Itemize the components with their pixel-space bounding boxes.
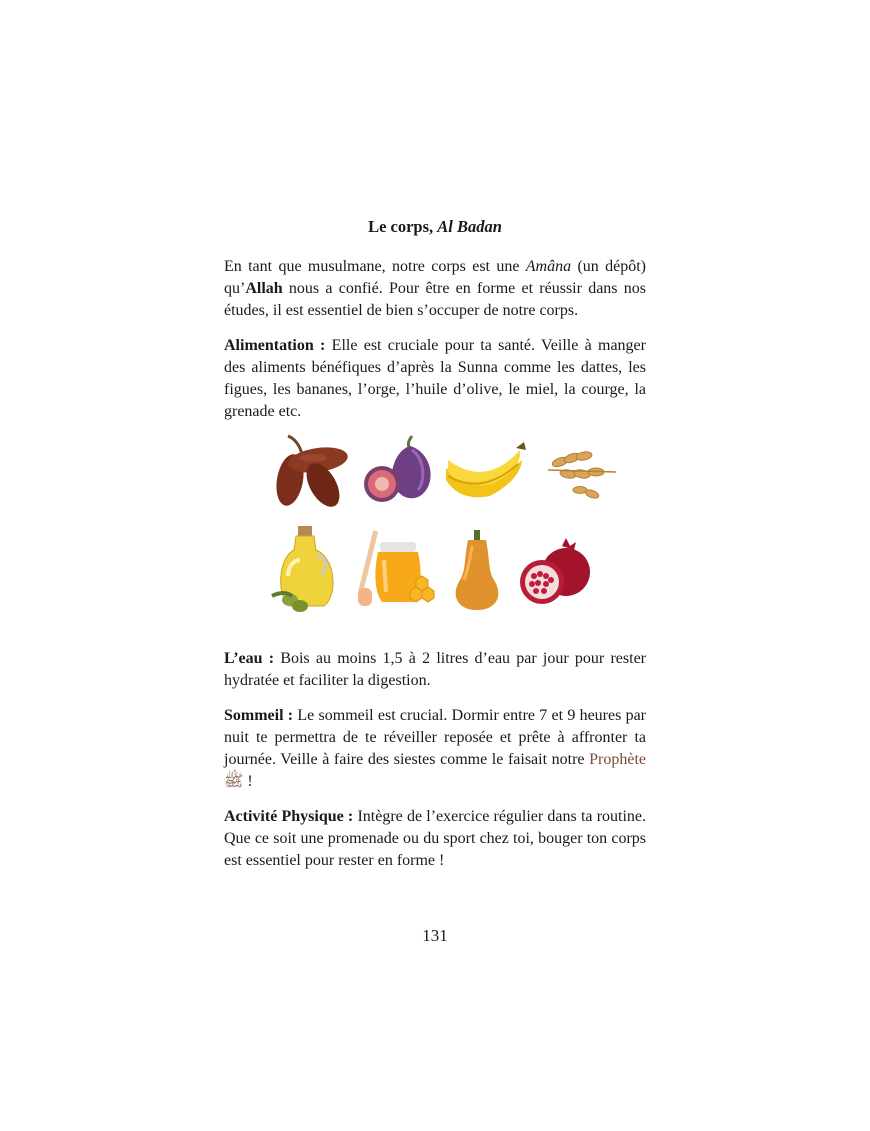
pomegranate-icon: [516, 538, 594, 610]
page-body-lower: [224, 648, 646, 885]
activite-paragraph: [224, 806, 646, 872]
activite-text: Intègre de l’exercice régulier dans ta routine. Que ce soit une promenade ou du sport chez toi, bouger ton corps est essentiel pour rester en forme !: [224, 808, 647, 869]
alimentation-label: Alimentation :: [224, 337, 326, 354]
amana-term: Amâna: [525, 258, 572, 275]
honey-icon: [356, 530, 438, 610]
intro-text-3: nous a confié. Pour être en forme et réussir dans nos études, il est essentiel de bien s’occuper de notre corps.: [224, 280, 646, 319]
intro-text-1: En tant que musulmane, notre corps est une: [224, 258, 526, 275]
fig-icon: [362, 434, 438, 510]
olive-oil-icon: [270, 526, 342, 614]
prophet-link[interactable]: Prophète ﷺ: [224, 751, 646, 790]
intro-text-2: (un dépôt) qu’: [224, 258, 646, 297]
allah-term: Allah: [245, 280, 283, 297]
eau-label: L’eau :: [224, 650, 275, 667]
sommeil-text: Le sommeil est crucial. Dormir entre 7 et 9 heures par nuit te permettra de te réveiller reposée et prête à affronter ta journée. Veille à faire des siestes comme le faisait notre: [224, 707, 647, 768]
dates-icon: [268, 430, 354, 510]
intro-paragraph: [224, 256, 646, 322]
eau-text: Bois au moins 1,5 à 2 litres d’eau par jour pour rester hydratée et faciliter la digestion.: [224, 650, 647, 689]
title-italic: Al Badan: [437, 217, 502, 236]
activite-label: Activité Physique :: [224, 808, 354, 825]
sommeil-label: Sommeil :: [224, 707, 294, 724]
eau-paragraph: [224, 648, 646, 692]
squash-icon: [452, 530, 502, 612]
sommeil-end: !: [243, 773, 253, 790]
sommeil-paragraph: [224, 705, 646, 793]
alimentation-text: Elle est cruciale pour ta santé. Veille à manger des aliments bénéfiques d’après la Sunna comme les dattes, les figues, les bananes, l’orge, l’huile d’olive, le miel, la courge, la grenade etc.: [224, 337, 646, 420]
title-text: Le corps,: [368, 217, 438, 236]
page-number: 131: [422, 926, 448, 945]
barley-icon: [540, 448, 622, 502]
page-title: [224, 215, 646, 239]
foods-illustration: [260, 426, 630, 616]
page-body: [224, 215, 646, 436]
banana-icon: [442, 440, 528, 504]
alimentation-paragraph: [224, 335, 646, 423]
